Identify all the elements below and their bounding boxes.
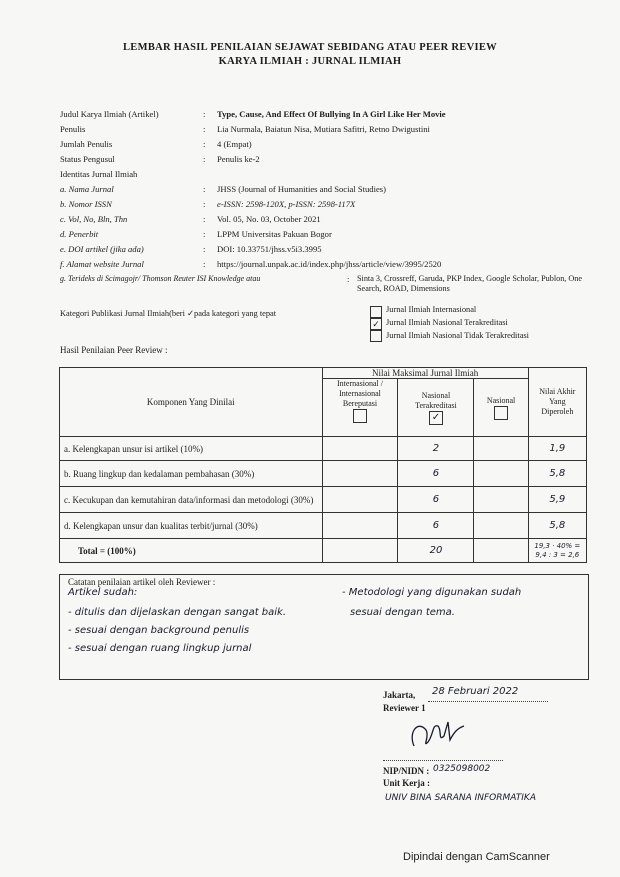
status-value: Penulis ke-2 [217, 154, 260, 164]
nama-jurnal-value: JHSS (Journal of Humanities and Social Studies) [217, 184, 386, 194]
colon: : [203, 154, 206, 164]
penerbit-value: LPPM Universitas Pakuan Bogor [217, 229, 332, 239]
colon: : [203, 199, 206, 209]
date-line [428, 701, 548, 702]
kategori-opt-nasional-tidak: Jurnal Ilmiah Nasional Tidak Terakreditasi [386, 331, 530, 340]
row-b-max: 6 [398, 461, 474, 487]
identitas-label: Identitas Jurnal Ilmiah [60, 169, 138, 179]
reviewer-label: Reviewer 1 [383, 703, 426, 713]
check-nasional-terakreditasi[interactable]: ✓ [429, 411, 443, 425]
colon: : [203, 124, 206, 134]
penulis-value: Lia Nurmala, Baiatun Nisa, Mutiara Safitri, Retno Dwigustini [217, 124, 430, 134]
jumlah-value: 4 (Empat) [217, 139, 252, 149]
article-info [60, 109, 600, 300]
unit-value: UNIV BINA SARANA INFORMATIKA [385, 793, 536, 803]
signature-line [383, 760, 503, 761]
nilai-max-header: Nilai Maksimal Jurnal Ilmiah [322, 368, 528, 379]
total-label: Total = (100%) [60, 539, 323, 563]
check-nasional[interactable] [494, 406, 508, 420]
col-internasional [322, 379, 398, 437]
row-c-max: 6 [398, 487, 474, 513]
check-internasional[interactable] [353, 409, 367, 423]
hasil-label: Hasil Penilaian Peer Review : [60, 345, 168, 355]
colon: : [347, 274, 350, 284]
colon: : [203, 109, 206, 119]
vol-value: Vol. 05, No. 03, October 2021 [217, 214, 321, 224]
terindeks-label: g. Terideks di Scimagojr/ Thomson Reuter ISI Knowledge atau [60, 274, 261, 283]
kategori-check-nasional-terakreditasi[interactable]: ✓ [370, 318, 382, 330]
row-b-akhir: 5,8 [528, 461, 586, 487]
table-row [60, 461, 587, 487]
place-label: Jakarta, [383, 690, 416, 700]
col-nasional-terakreditasi-label: Nasional Terakreditasi [415, 390, 457, 410]
sign-date: 28 Februari 2022 [432, 686, 519, 697]
row-c-akhir: 5,9 [528, 487, 586, 513]
col-internasional-label: Internasional / Internasional Bereputasi [337, 379, 383, 408]
row-b-label: b. Ruang lingkup dan kedalaman pembahasan (30%) [60, 461, 323, 487]
website-label: f. Alamat website Jurnal [60, 259, 144, 269]
kategori-check-nasional-tidak[interactable] [370, 330, 382, 342]
nip-value: 0325098002 [433, 764, 491, 774]
nama-jurnal-label: a. Nama Jurnal [60, 184, 114, 194]
col-nasional [474, 379, 528, 437]
total-akhir [528, 539, 586, 563]
kategori-check-internasional[interactable] [370, 306, 382, 318]
total-akhir-line1: 19,3 · 40% = [534, 541, 581, 550]
vol-label: c. Vol, No, Bln, Thn [60, 214, 128, 224]
doi-value: DOI: 10.33751/jhss.v5i3.3995 [217, 244, 322, 254]
jumlah-label: Jumlah Penulis [60, 139, 113, 149]
total-max: 20 [398, 539, 474, 563]
doc-title-line2: KARYA ILMIAH : JURNAL ILMIAH [218, 56, 402, 67]
colon: : [203, 259, 206, 269]
note-left-1: - ditulis dan dijelaskan dengan sangat baik. [68, 607, 287, 618]
note-left-3: - sesuai dengan ruang lingkup jurnal [68, 643, 252, 654]
row-d-label: d. Kelengkapan unsur dan kualitas terbit/jurnal (30%) [60, 513, 323, 539]
col-nasional-terakreditasi [398, 379, 474, 437]
website-value: https://journal.unpak.ac.id/index.php/jhss/article/view/3995/2520 [217, 259, 442, 269]
reviewer-notes-box [59, 574, 589, 680]
table-row [60, 437, 587, 461]
total-akhir-line2: 9,4 : 3 = 2,6 [535, 550, 580, 559]
signature-image [404, 712, 474, 754]
row-c-label: c. Kecukupan dan kemutahiran data/informasi dan metodologi (30%) [60, 487, 323, 513]
penerbit-label: d. Penerbit [60, 229, 99, 239]
colon: : [203, 184, 206, 194]
colon: : [203, 244, 206, 254]
score-table [59, 367, 587, 563]
row-a-akhir: 1,9 [528, 437, 586, 461]
table-row [60, 513, 587, 539]
row-d-akhir: 5,8 [528, 513, 586, 539]
notes-label: Catatan penilaian artikel oleh Reviewer : [68, 577, 216, 587]
kategori-opt-nasional-terakreditasi: Jurnal Ilmiah Nasional Terakreditasi [386, 318, 508, 327]
nilai-akhir-header: Nilai Akhir Yang Diperoleh [528, 368, 586, 437]
komponen-header: Komponen Yang Dinilai [60, 368, 323, 437]
issn-value: e-ISSN: 2598-120X, p-ISSN: 2598-117X [217, 199, 356, 209]
unit-label: Unit Kerja : [383, 778, 430, 788]
row-d-max: 6 [398, 513, 474, 539]
colon: : [203, 214, 206, 224]
terindeks-value: Sinta 3, Crossreff, Garuda, PKP Index, Google Scholar, Publon, One Search, ROAD, Dimensions [357, 274, 583, 293]
judul-value: Type, Cause, And Effect Of Bullying In A Girl Like Her Movie [217, 109, 446, 119]
kategori-opt-internasional: Jurnal Ilmiah Internasional [386, 305, 477, 314]
doi-label: e. DOI artikel (jika ada) [60, 244, 144, 254]
kategori-label: Kategori Publikasi Jurnal Ilmiah(beri ✓pada kategori yang tepat [60, 309, 277, 318]
status-label: Status Pengusul [60, 154, 115, 164]
col-nasional-label: Nasional [486, 395, 516, 405]
table-row-total [60, 539, 587, 563]
judul-label: Judul Karya Ilmiah (Artikel) [60, 109, 159, 119]
camscanner-footer: Dipindai dengan CamScanner [403, 851, 550, 863]
colon: : [203, 139, 206, 149]
row-a-max: 2 [398, 437, 474, 461]
row-a-label: a. Kelengkapan unsur isi artikel (10%) [60, 437, 323, 461]
penulis-label: Penulis [60, 124, 86, 134]
issn-label: b. Nomor ISSN [60, 199, 112, 209]
note-right-0: - Metodologi yang digunakan sudah [342, 587, 522, 598]
table-row [60, 487, 587, 513]
nip-label: NIP/NIDN : [383, 766, 430, 776]
note-left-2: - sesuai dengan background penulis [68, 625, 250, 636]
doc-title-line1: LEMBAR HASIL PENILAIAN SEJAWAT SEBIDANG ATAU PEER REVIEW [123, 42, 497, 53]
note-left-0: Artikel sudah: [68, 587, 138, 598]
colon: : [203, 229, 206, 239]
note-right-1: sesuai dengan tema. [350, 607, 455, 618]
